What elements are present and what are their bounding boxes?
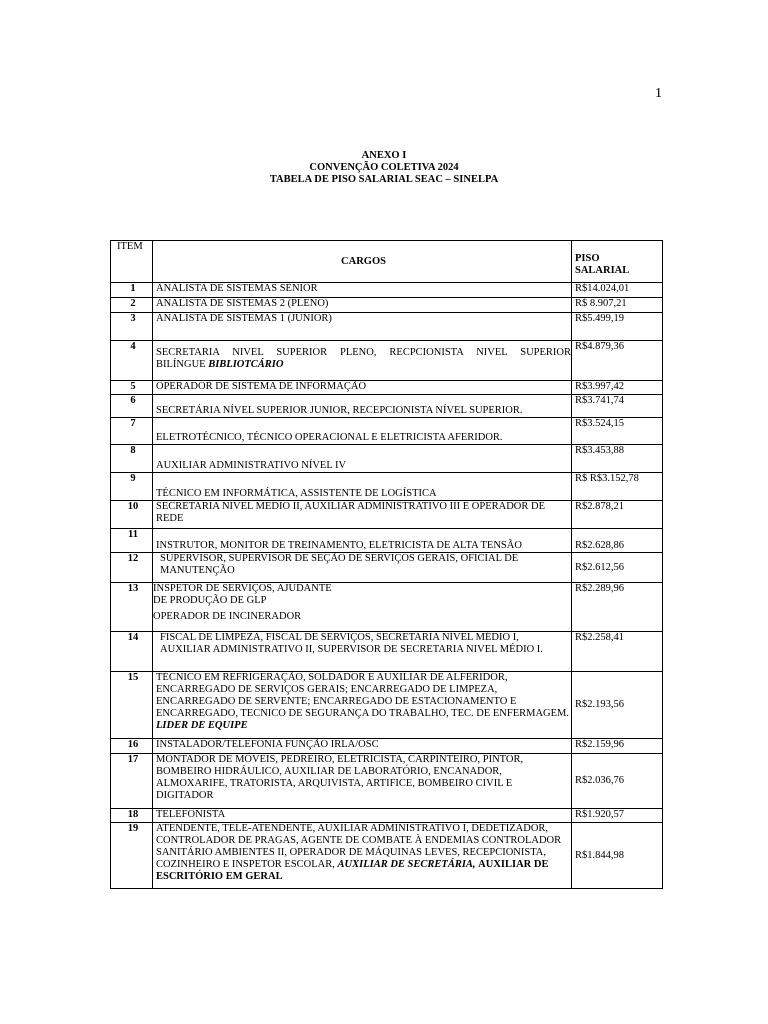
- row-piso: R$3.453,88: [572, 445, 663, 473]
- table-row: [111, 381, 663, 395]
- row-piso: R$2.289,96: [572, 583, 663, 632]
- row-item-number: 12: [111, 553, 153, 583]
- table-row: [111, 809, 663, 823]
- row-cargo-line1: INSPETOR DE SERVIÇOS, AJUDANTE: [153, 583, 332, 594]
- row-cargo-text: BILÍNGUE: [156, 359, 206, 370]
- row-cargo: TÉCNICO EM INFORMÁTICA, ASSISTENTE DE LOGÍSTICA: [153, 473, 572, 501]
- header-table-title: TABELA DE PISO SALARIAL SEAC – SINELPA: [269, 174, 499, 185]
- table-row: [111, 583, 663, 632]
- row-cargo: OPERADOR DE SISTEMA DE INFORMAÇÃO: [153, 381, 572, 395]
- row-cargo: ELETROTÉCNICO, TÉCNICO OPERACIONAL E ELETRICISTA AFERIDOR.: [153, 418, 572, 445]
- row-cargo: FISCAL DE LIMPEZA, FISCAL DE SERVIÇOS, SECRETARIA NÍVEL MÉDIO I, AUXILIAR ADMINISTRATIVO II, SUPERVISOR DE SECRETARIA NIVEL MÉDIO I.: [153, 632, 572, 672]
- row-cargo: ANALISTA DE SISTEMAS 2 (PLENO): [153, 298, 572, 313]
- row-item-number: 14: [111, 632, 153, 672]
- row-cargo-text: ATENDENTE, TELE-ATENDENTE, AUXILIAR ADMINISTRATIVO I, DEDETIZADOR, CONTROLADOR DE PRAGAS, AGENTE DE COMBATE À ENDEMIAS CONTROLADOR SANITÁRIO AMBIENTES II, OPERADOR DE MÁQUINAS LEVES, RECEPCIONISTA, COZINHEIRO E INSPETOR ESCOLAR,: [156, 823, 562, 870]
- row-cargo: [153, 583, 572, 632]
- table-row: [111, 501, 663, 529]
- row-item-number: 7: [111, 418, 153, 445]
- table-row: [111, 739, 663, 754]
- row-cargo-line2: DE PRODUÇÃO DE GLP: [153, 595, 267, 606]
- header-annex: ANEXO I: [361, 150, 407, 161]
- row-cargo: [153, 823, 572, 889]
- row-item-number: 13: [111, 583, 153, 632]
- row-piso: R$3.524,15: [572, 418, 663, 445]
- row-piso: R$2.159,96: [572, 739, 663, 754]
- header-convention: CONVENÇÃO COLETIVA 2024: [309, 162, 459, 173]
- row-cargo-bold: AUXILIAR DE ESCRITÓRIO EM GERAL: [156, 859, 549, 882]
- row-cargo: SECRETÁRIA NÍVEL SUPERIOR JUNIOR, RECEPCIONISTA NÍVEL SUPERIOR.: [153, 395, 572, 418]
- column-header-cargos: CARGOS: [153, 241, 572, 283]
- table-row: [111, 473, 663, 501]
- table-row: [111, 823, 663, 889]
- row-piso: R$3.741,74: [572, 395, 663, 418]
- row-piso: R$2.878,21: [572, 501, 663, 529]
- row-piso: R$4.879,36: [572, 341, 663, 381]
- table-row: [111, 632, 663, 672]
- row-piso: R$1.844,98: [572, 823, 663, 889]
- row-item-number: 11: [111, 529, 153, 553]
- row-piso: R$2.258,41: [572, 632, 663, 672]
- row-cargo: [153, 341, 572, 381]
- row-item-number: 1: [111, 283, 153, 298]
- row-cargo: AUXILIAR ADMINISTRATIVO NÍVEL IV: [153, 445, 572, 473]
- row-piso: R$14.024,01: [572, 283, 663, 298]
- table-row: [111, 341, 663, 381]
- table-row: [111, 313, 663, 341]
- table-row: [111, 445, 663, 473]
- row-cargo: SECRETARIA NIVEL MEDIO II, AUXILIAR ADMINISTRATIVO III E OPERADOR DE REDE: [153, 501, 572, 529]
- row-item-number: 5: [111, 381, 153, 395]
- row-piso: R$ 8.907,21: [572, 298, 663, 313]
- row-item-number: 6: [111, 395, 153, 418]
- row-cargo: ANALISTA DE SISTEMAS SENIOR: [153, 283, 572, 298]
- table-header-row: [111, 241, 663, 283]
- row-item-number: 3: [111, 313, 153, 341]
- row-item-number: 15: [111, 672, 153, 739]
- table-row: [111, 298, 663, 313]
- row-cargo-text: TÉCNICO EM REFRIGERAÇÃO, SOLDADOR E AUXILIAR DE ALFERIDOR, ENCARREGADO DE SERVIÇOS GERAIS; ENCARREGADO DE LIMPEZA, ENCARREGADO DE SERVENTE; ENCARREGADO DE ESTACIONAMENTO E ENCARREGADO, TECNICO DE SEGURANÇA DO TRABALHO, TEC. DE ENFERMAGEM.: [156, 672, 570, 719]
- table-row: [111, 553, 663, 583]
- row-cargo-emphasis: LIDER DE EQUIPE: [156, 720, 248, 731]
- table-row: [111, 672, 663, 739]
- row-cargo-line3: OPERADOR DE INCINERADOR: [153, 611, 302, 622]
- row-cargo: INSTRUTOR, MONITOR DE TREINAMENTO, ELETRICISTA DE ALTA TENSÃO: [153, 529, 572, 553]
- column-header-item: ITEM: [111, 241, 153, 283]
- row-cargo: TELEFONISTA: [153, 809, 572, 823]
- row-item-number: 2: [111, 298, 153, 313]
- row-piso: R$ R$3.152,78: [572, 473, 663, 501]
- row-piso: R$5.499,19: [572, 313, 663, 341]
- row-cargo-emphasis: BIBLIOTCÁRIO: [208, 359, 284, 370]
- row-item-number: 9: [111, 473, 153, 501]
- row-piso: R$2.193,56: [572, 672, 663, 739]
- salary-table: [110, 240, 663, 889]
- row-cargo-emphasis: AUXILIAR DE SECRETÁRIA,: [337, 859, 476, 870]
- row-cargo-line2: [156, 359, 571, 371]
- row-item-number: 4: [111, 341, 153, 381]
- row-cargo: SUPERVISOR, SUPERVISOR DE SEÇÃO DE SERVIÇOS GERAIS, OFICIAL DE MANUTENÇÃO: [153, 553, 572, 583]
- row-piso: R$2.612,56: [572, 553, 663, 583]
- table-row: [111, 529, 663, 553]
- row-cargo: ANALISTA DE SISTEMAS 1 (JUNIOR): [153, 313, 572, 341]
- row-piso: R$1.920,57: [572, 809, 663, 823]
- row-item-number: 8: [111, 445, 153, 473]
- row-item-number: 19: [111, 823, 153, 889]
- row-item-number: 10: [111, 501, 153, 529]
- table-row: [111, 418, 663, 445]
- row-piso: R$3.997,42: [572, 381, 663, 395]
- document-header: [0, 150, 768, 186]
- row-cargo: INSTALADOR/TELEFONIA FUNÇÃO IRLA/OSC: [153, 739, 572, 754]
- row-cargo: [153, 672, 572, 739]
- row-item-number: 18: [111, 809, 153, 823]
- row-item-number: 17: [111, 754, 153, 809]
- row-piso: R$2.628,86: [572, 529, 663, 553]
- column-header-piso: [572, 241, 663, 283]
- table-row: [111, 395, 663, 418]
- row-cargo-line1: SECRETARIA NIVEL SUPERIOR PLENO, RECPCIONISTA NIVEL SUPERIOR: [156, 347, 571, 358]
- table-row: [111, 754, 663, 809]
- table-row: [111, 283, 663, 298]
- row-cargo: MONTADOR DE MÓVEIS, PEDREIRO, ELETRICISTA, CARPINTEIRO, PINTOR, BOMBEIRO HIDRÁULICO, AUXILIAR DE LABORATÓRIO, ENCANADOR, ALMOXARIFE, TRATORISTA, ARQUIVISTA, ARTIFICE, BOMBEIRO CIVIL E DIGITADOR: [153, 754, 572, 809]
- piso-header-line2: SALARIAL: [575, 265, 630, 276]
- piso-header-line1: PISO: [575, 253, 600, 264]
- row-piso: R$2.036,76: [572, 754, 663, 809]
- row-item-number: 16: [111, 739, 153, 754]
- page-number: 1: [655, 86, 662, 101]
